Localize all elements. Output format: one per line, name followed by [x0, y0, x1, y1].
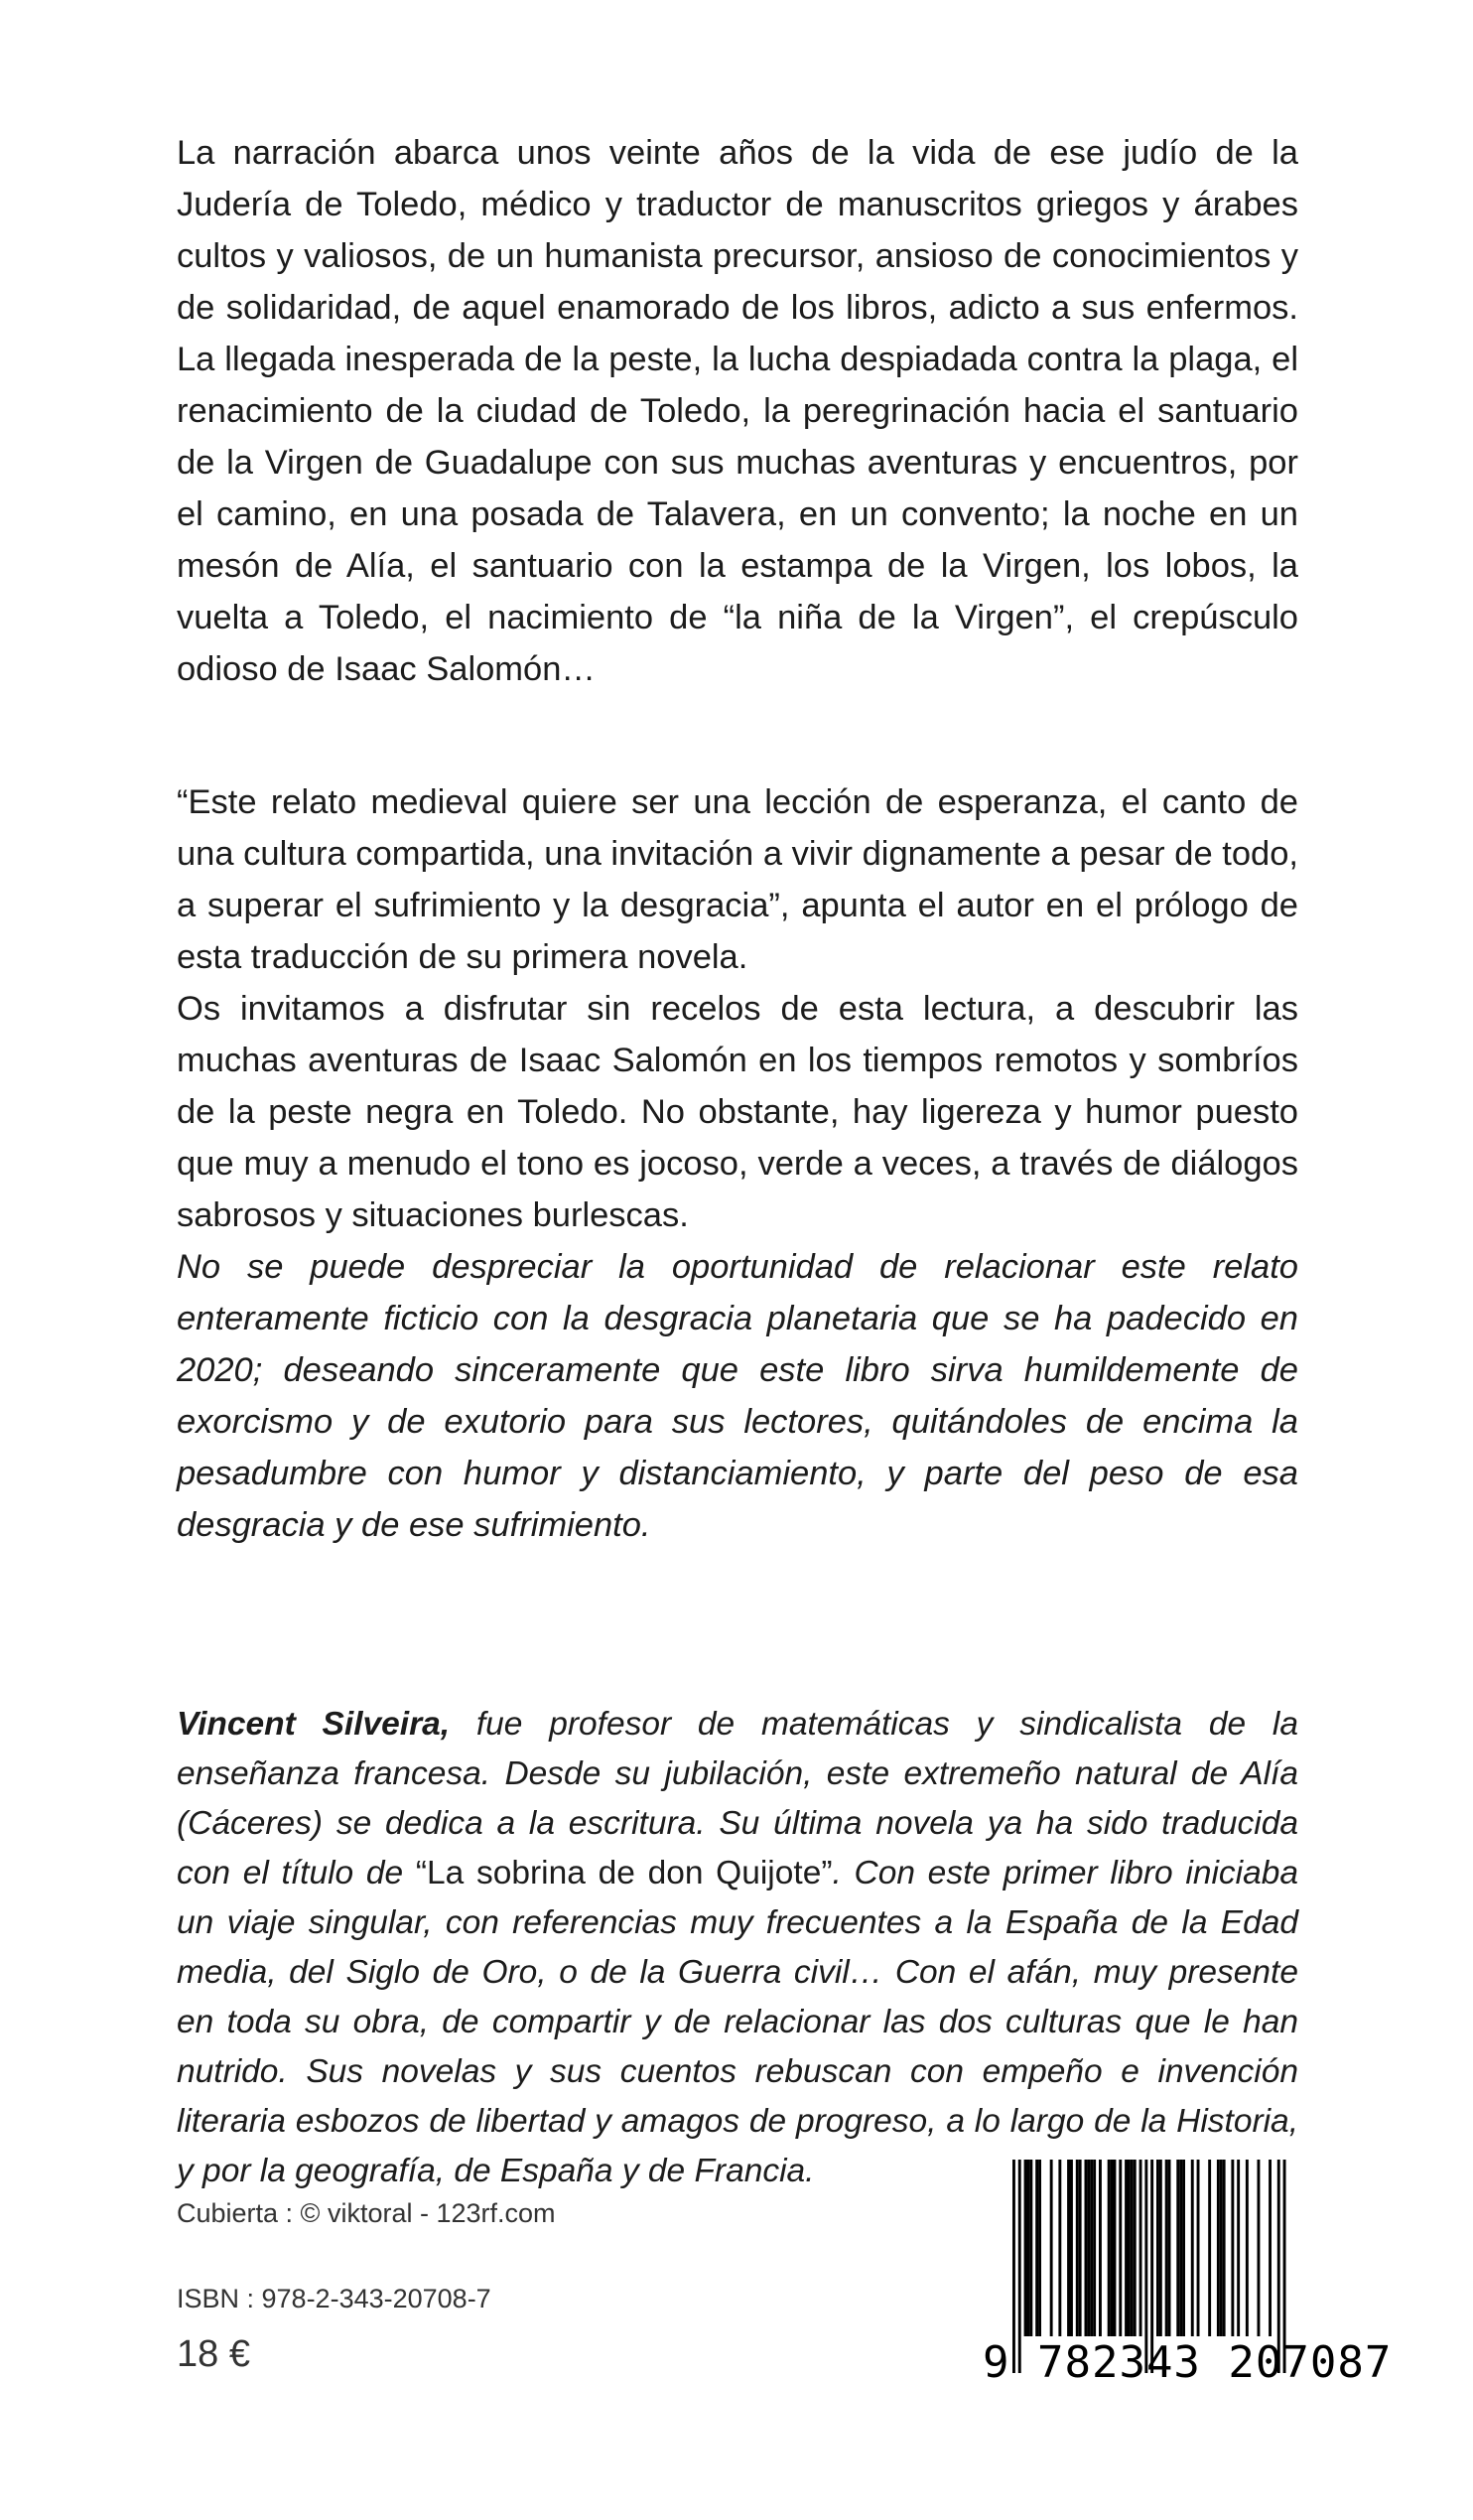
barcode-bar: [1139, 2160, 1142, 2336]
barcode-bar: [1087, 2160, 1090, 2336]
barcode-bar: [1058, 2160, 1061, 2336]
synopsis-block: [177, 127, 1298, 695]
barcode-bar: [1079, 2160, 1082, 2336]
barcode-bar: [1134, 2160, 1137, 2336]
barcode-bar: [1070, 2160, 1073, 2336]
barcode-bar: [1050, 2160, 1053, 2336]
barcode-bar: [1237, 2160, 1240, 2336]
barcode-bar: [1027, 2160, 1030, 2336]
invitation-paragraph: Os invitamos a disfrutar sin recelos de esta lectura, a descubrir las muchas aventuras de Isaac Salomón en los tiempos remotos y sombríos de la peste negra en Toledo. No obstante, hay ligereza y humor puesto que muy a menudo el tono es jocoso, verde a veces, a través de diálogos sabrosos y situaciones burlescas.: [177, 990, 1298, 1234]
barcode-bar: [1179, 2160, 1182, 2336]
synopsis-paragraph: La narración abarca unos veinte años de la vida de ese judío de la Judería de Toledo, médico y traductor de manuscritos griegos y árabes cultos y valiosos, de un humanista precursor, ansioso de conocimientos y de solidaridad, de aquel enamorado de los libros, adicto a sus enfermos. La llegada inesperada de la peste, la lucha despiadada contra la plaga, el renacimiento de la ciudad de Toledo, la peregrinación hacia el santuario de la Virgen de Guadalupe con sus muchas aventuras y encuentros, por el camino, en una posada de Talavera, en un convento; la noche en un mesón de Alía, el santuario con la estampa de la Virgen, los lobos, la vuelta a Toledo, el nacimiento de “la niña de la Virgen”, el crepúsculo odioso de Isaac Salomón…: [177, 134, 1298, 688]
barcode-bar: [1128, 2160, 1131, 2336]
barcode-bar: [1159, 2160, 1162, 2336]
barcode-bar: [1246, 2160, 1249, 2336]
pandemic-note-paragraph: No se puede despreciar la oportunidad de relacionar este relato enteramente ficticio con la desgracia planetaria que se ha padecido en 2020; deseando sinceramente que este libro sirva humildemente de exorcismo y de exutorio para sus lectores, quitándoles de encima la pesadumbre con humor y distanciamiento, y parte del peso de esa desgracia y de ese sufrimiento.: [177, 1248, 1298, 1544]
barcode-bar: [1208, 2160, 1211, 2336]
barcode-bar: [1197, 2160, 1200, 2336]
barcode-bar: [1125, 2160, 1128, 2336]
barcode-digits: 9 782343 207087: [983, 2337, 1393, 2388]
price-text: 18 €: [177, 2333, 250, 2375]
barcode-bar: [1223, 2160, 1226, 2336]
author-bio-text-2: . Con este primer libro iniciaba un viaje singular, con referencias muy frecuentes a la España de la Edad media, del Siglo de Oro, o de la Guerra civil… Con el afán, muy presente en toda su obra, de compartir y de relacionar las dos culturas que le han nutrido. Sus novelas y sus cuentos rebuscan con empeño e invención literaria esbozos de libertad y amagos de progreso, a lo largo de la Historia, y por la geografía, de España y de Francia.: [177, 1855, 1298, 2189]
barcode-bar: [1220, 2160, 1223, 2336]
barcode-bar: [1111, 2160, 1114, 2336]
barcode-bar: [1038, 2160, 1041, 2336]
barcode-bar: [1156, 2160, 1159, 2336]
barcode-bar: [1191, 2160, 1194, 2336]
barcode-bar: [1076, 2160, 1079, 2336]
isbn-text: ISBN : 978-2-343-20708-7: [177, 2284, 491, 2313]
barcode-bar: [1090, 2160, 1093, 2336]
barcode-bar: [1035, 2160, 1038, 2336]
barcode-bar: [1269, 2160, 1272, 2336]
barcode-bar: [1024, 2160, 1027, 2336]
barcode-bar: [1029, 2160, 1032, 2336]
barcode-bar: [1258, 2160, 1261, 2336]
barcode-bar: [1176, 2160, 1179, 2336]
barcode-bar: [1119, 2160, 1122, 2336]
barcode-bar: [1114, 2160, 1117, 2336]
author-quote-paragraph: “Este relato medieval quiere ser una lección de esperanza, el canto de una cultura compartida, una invitación a vivir dignamente a pesar de todo, a superar el sufrimiento y la desgracia”, apunta el autor en el prólogo de esta traducción de su primera novela.: [177, 783, 1298, 976]
barcode-bar: [1099, 2160, 1102, 2336]
cover-credit: Cubierta : © viktoral - 123rf.com: [177, 2198, 556, 2228]
barcode-bar: [1108, 2160, 1111, 2336]
barcode-bar: [1182, 2160, 1185, 2336]
author-name: Vincent Silveira,: [177, 1706, 451, 1743]
author-bio-paragraph: [177, 1700, 1298, 2196]
barcode-bar: [1231, 2160, 1234, 2336]
barcode-bar: [1093, 2160, 1096, 2336]
barcode-bar: [1067, 2160, 1070, 2336]
barcode-bar: [1217, 2160, 1220, 2336]
barcode-bar: [1131, 2160, 1134, 2336]
book-title-quote: “La sobrina de don Quijote”: [415, 1855, 833, 1891]
barcode-bar: [1165, 2160, 1168, 2336]
author-bio-text-1: fue profesor de matemáticas y sindicalista de la enseñanza francesa. Desde su jubilación, este extremeño natural de Alía (Cáceres) se dedica a la escritura. Su última novela ya ha sido traducida con el título de: [177, 1706, 1298, 1891]
barcode-bar: [1168, 2160, 1171, 2336]
barcode-bar: [1085, 2160, 1088, 2336]
author-bio-block: [177, 1700, 1298, 2196]
quote-block: [177, 776, 1298, 1551]
